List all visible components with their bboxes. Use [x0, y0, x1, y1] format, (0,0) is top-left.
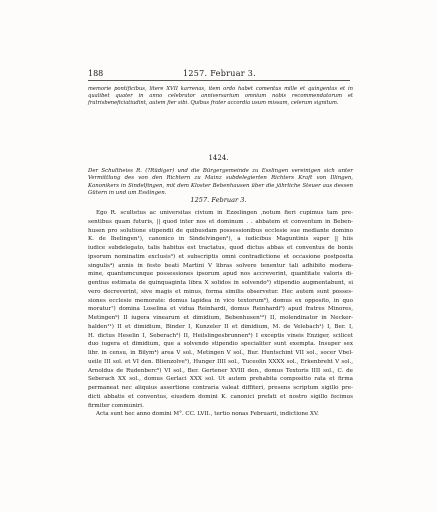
body-line: moratur⁷) domina Loselina et vidua Reinhardi, domus Reinhardi⁸) apud fratres Minores,	[88, 306, 353, 313]
running-header	[88, 69, 350, 81]
body-line: ipsorum nominatim exclusis³) et subscriptis omni contradictione et occasione postposita	[88, 253, 353, 260]
body-line: H. dictus Heselin I, Seberach²) II, Heilslingesbrunnen³) I exceptis vineis Enziger, scilicet	[88, 332, 353, 339]
body-line: Seberach XX sol., domus Gerlaci XXX sol. Ut autem prehabita compositio rata et firma	[88, 376, 353, 383]
body-line: husen pro solutione stipendii de quibusdam possessionibus ecclesie sue mediante domino	[88, 227, 353, 234]
document-body	[88, 209, 353, 419]
body-line: K. de Ihelingen¹), canonico in Sindelvingen²), a iudicibus Maguntinis super || hiis	[88, 236, 353, 243]
body-line: permaneat nec aliquius assertione contraria valeat diffiteri, presens scriptum sigillo pre-	[88, 385, 353, 391]
body-line: gentius estimata de quinquaginta libra X solidos in solvendo⁵) stipendio augmentabunt, si	[88, 280, 353, 286]
header-rule	[88, 80, 350, 81]
body-line: dicti abbatis et conventus, eiusdem domini K. canonici prefati et nostro sigillo fecimus	[88, 393, 353, 400]
previous-document-ending: memorie pontificibus, litere XVII karrenas, item ordo habet comentus mille et quingentas et in qualibet quater in anno celebrator anniversarium omnium nobis recommendatorum et fratrisbeneficiatiudint, autem fier sibi. Quibus frater accordia usum missam, celerum signitum.	[88, 86, 353, 107]
body-line: Ego R. scultetus ac universitas civium in Ezzelingen ,notum fieri cupimus tam pre-	[96, 210, 353, 216]
body-line: duo iugera et dimidium, que a solvendo stipendio specialiter sunt exempta. Insuper sex	[88, 341, 353, 348]
header-date: 1257. Februar 3.	[183, 69, 256, 78]
body-line: singulis⁴) annis in festo beati Martini V libras solvere tenentur tali adhibito modera-	[88, 262, 353, 269]
document-summary: Der Schultheiss R. (?Rüdiger) und die Bürgergemeinde zu Esslingen vereinigen sich unter Vermittlung des von den Richtern zu Mainz subdelegierten Richters Kraft von Illingen, Kanonikers in Sindelfingen, mit dem Kloster Bebenhausen über die jährliche Steuer aus dessen Gütern in und um Esslingen.	[88, 168, 353, 197]
document-date: 1257. Februar 3.	[190, 196, 247, 204]
body-line: firmiter communiri.	[88, 402, 144, 409]
body-line: Metingen⁹) II iugera vinearum et dimidium, Bebenhusen¹⁰) II, molendinator in Necker-	[88, 315, 353, 321]
document-number: 1424.	[208, 154, 229, 162]
body-line: Arnoldus de Rudenberc⁶) VI sol., Ber. Gertener XVIII den., domus Textoris IIII sol., C. de	[88, 367, 353, 374]
body-line: iudice subdelegato, talis habitus est tractatus, quod dictus abbas et conventus de bonis	[88, 245, 353, 251]
body-line: mine, quantumcunque possessiones ipsorum apud nos accreverint, quantitate valoris di-	[88, 271, 353, 278]
body-line: siones ecclesie memorate: domus lapidea in vico textorum⁶), domus ex opposito, in quo	[88, 297, 353, 304]
body-line: sentibus quam futuris, || quod inter nos et dominum . . abbatem et conventum in Beben-	[88, 218, 353, 225]
page-number: 188	[88, 69, 104, 78]
body-line: vero decreverint, sive magis et minus, forma similis observetur. Hec autem sunt posses-	[88, 288, 353, 295]
body-line: halden¹¹) II et dimidium, Binder I, Kunzeler II et dimidium, M. de Velebach¹) I, Ber. I,	[88, 323, 353, 330]
body-line: libr. in censu, in Bilym⁴) area V sol., Metingen V sol., Bur. Huntschint VII sol., socer Vbel-	[88, 350, 353, 356]
body-line: Acta sunt hec anno domini M°. CC. LVII., tertio nonas Februarii, indictione XV.	[96, 411, 319, 418]
body-line: ueile III sol. et VI den. Blienzolve⁵), Hunger IIII sol., Tuceolin XXXX sol., Erkenbreht V sol.,	[88, 358, 353, 365]
